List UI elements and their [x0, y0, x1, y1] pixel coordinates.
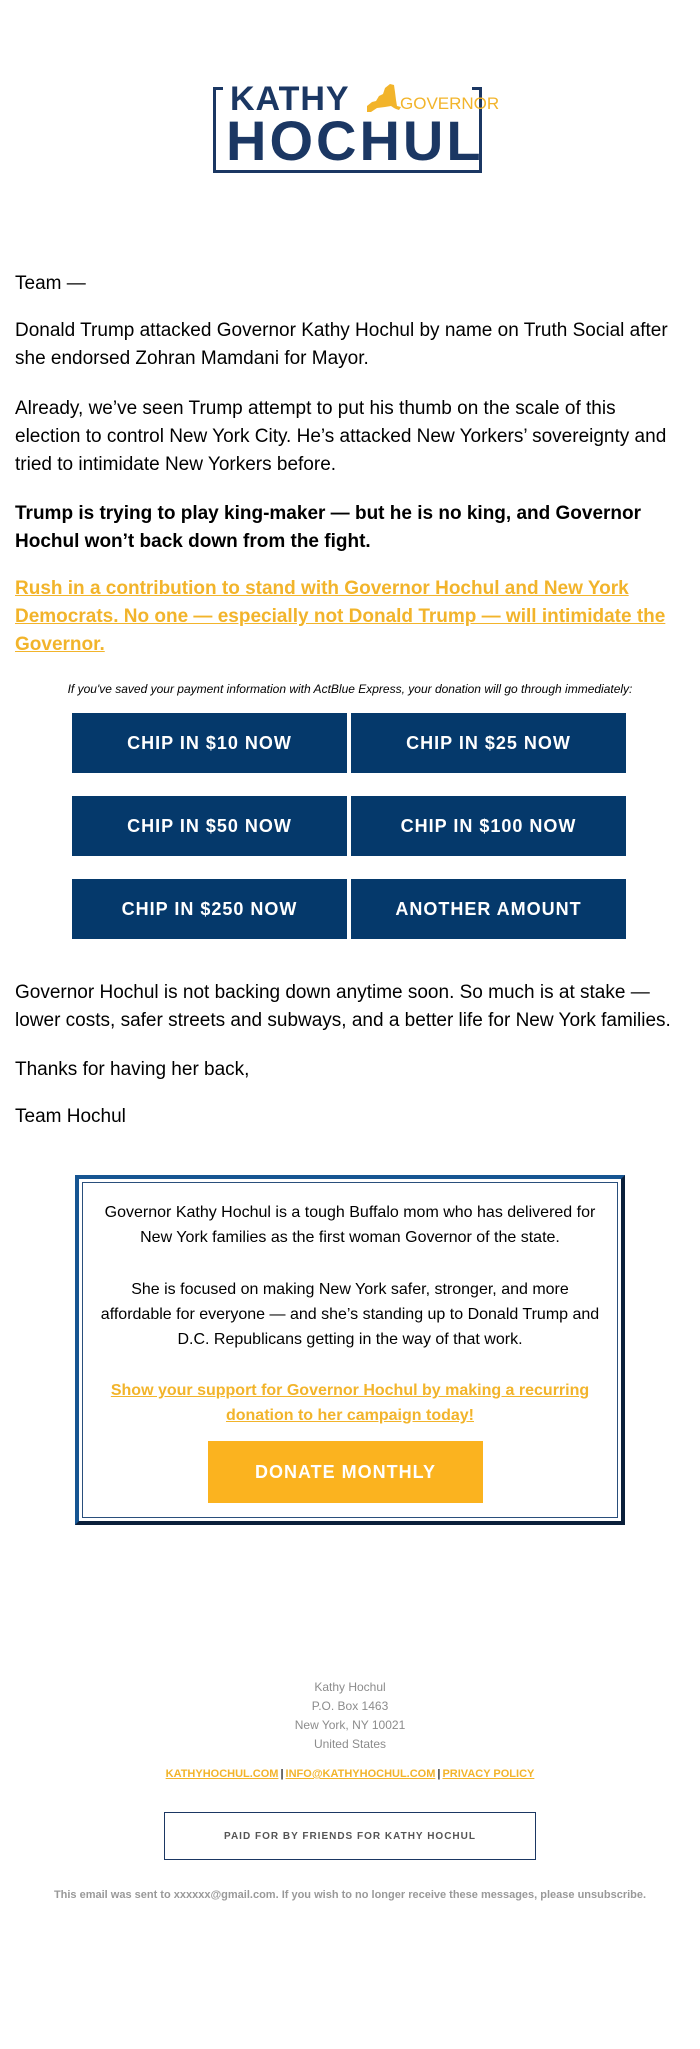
chip-in-25-button[interactable]: CHIP IN $25 NOW	[351, 713, 626, 773]
chip-in-250-button[interactable]: CHIP IN $250 NOW	[72, 879, 347, 939]
footer-org-name: Kathy Hochul	[314, 1680, 386, 1694]
paragraph-king-maker: Trump is trying to play king-maker — but he is no king, and Governor Hochul won’t back down from the fight.	[15, 503, 642, 552]
info-paragraph-focused: She is focused on making New York safer, stronger, and more affordable for everyone — and she’s standing up to Donald Trump and D.C. Republicans getting in the way of that work.	[100, 1281, 600, 1348]
footer-link-email[interactable]: INFO@KATHYHOCHUL.COM	[285, 1768, 436, 1780]
footer-po-box: P.O. Box 1463	[311, 1699, 389, 1713]
logo-last-name: HOCHUL	[226, 109, 484, 172]
contribution-link[interactable]: Rush in a contribution to stand with Governor Hochul and New York Democrats. No one — especially not Donald Trump — will intimidate the Governor.	[15, 578, 666, 655]
signoff: Team Hochul	[15, 1106, 126, 1127]
footer-link-website[interactable]: KATHYHOCHUL.COM	[165, 1768, 279, 1780]
paragraph-thumb-on-scale: Already, we’ve seen Trump attempt to put his thumb on the scale of this election to control New York City. He’s attacked New Yorkers’ sovereignty and tried to intimidate New Yorkers before.	[15, 398, 667, 475]
another-amount-button[interactable]: ANOTHER AMOUNT	[351, 879, 626, 939]
donate-monthly-button[interactable]: DONATE MONTHLY	[208, 1441, 483, 1503]
paid-for-disclaimer: PAID FOR BY FRIENDS FOR KATHY HOCHUL	[164, 1812, 536, 1860]
footer-country: United States	[313, 1737, 387, 1751]
chip-in-100-button[interactable]: CHIP IN $100 NOW	[351, 796, 626, 856]
footer-links	[0, 1766, 700, 1782]
footer-link-privacy-policy[interactable]: PRIVACY POLICY	[442, 1768, 535, 1780]
footer-city: New York, NY 10021	[294, 1718, 406, 1732]
info-paragraph-buffalo-mom: Governor Kathy Hochul is a tough Buffalo mom who has delivered for New York families as the first woman Governor of the state.	[104, 1204, 596, 1246]
chip-in-50-button[interactable]: CHIP IN $50 NOW	[72, 796, 347, 856]
paragraph-not-backing-down: Governor Hochul is not backing down anytime soon. So much is at stake — lower costs, safer streets and subways, and a better life for New York families.	[15, 982, 671, 1031]
footer-separator: |	[280, 1768, 284, 1780]
recurring-donation-box	[75, 1175, 625, 1525]
chip-in-10-button[interactable]: CHIP IN $10 NOW	[72, 713, 347, 773]
paragraph-thanks: Thanks for having her back,	[15, 1059, 250, 1080]
footer-separator: |	[437, 1768, 441, 1780]
logo-first-name: KATHY	[230, 80, 350, 118]
greeting: Team —	[15, 273, 86, 294]
unsubscribe-notice: This email was sent to xxxxxx@gmail.com. If you wish to no longer receive these messages, please unsubscribe.	[53, 1889, 647, 1901]
logo-title: GOVERNOR	[400, 94, 500, 113]
recurring-donation-link[interactable]: Show your support for Governor Hochul by making a recurring donation to her campaign today!	[110, 1382, 590, 1424]
paragraph-trump-attack: Donald Trump attacked Governor Kathy Hochul by name on Truth Social after she endorsed Zohran Mamdani for Mayor.	[15, 320, 668, 369]
actblue-express-note: If you've saved your payment information with ActBlue Express, your donation will go through immediately:	[67, 682, 633, 696]
